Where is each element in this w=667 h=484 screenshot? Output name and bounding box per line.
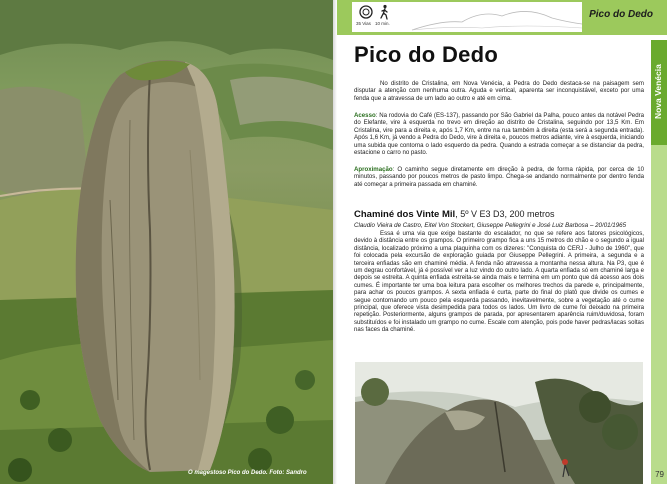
- routes-count-label: 35 Vias: [356, 21, 371, 26]
- approach-label: Aproximação: [354, 166, 393, 173]
- photo-caption: O magestoso Pico do Dedo. Foto: Sandro: [188, 470, 307, 476]
- climbers-photo: [355, 362, 643, 484]
- hiker-icon: [376, 4, 392, 20]
- rope-icon: [358, 4, 374, 20]
- page-title: Pico do Dedo: [354, 42, 499, 67]
- region-tab-label: Nova Venécia: [653, 64, 663, 120]
- section-title: Pico do Dedo: [589, 9, 653, 20]
- approach-time-label: 10 min.: [375, 21, 390, 26]
- side-strip: [651, 145, 667, 484]
- route-description: Essa é uma via que exige bastante do escalador, no que se refere aos fatores psicológicos, devido à distância entre os grampos. O primeiro grampo fica a uns 15 metros do chão e o segundo a igual distância, localizado próximo a uma plaquinha com os dizeres: "Conquista do CERJ - Julho de 1960", que foi colocada pela excursão de exploração guiada por Giuseppe Pellegrini. A primeira, a segunda e a terceira enfiadas são em chaminé média. A fenda não atravessa a montanha nessa altura. Na P3, que é um degrau confortável, já é possível ver a luz vindo do outro lado. A quarta enfiada só em chaminé larga e depois se estreita. A quinta enfiada estreita-se ainda mais e termina em um ponto que dá acesso aos dois cumes. É importante ter uma boa leitura para escolher os melhores trechos da parede e, principalmente, para achar os poucos grampos. A sexta enfiada é curta, parte do final do platô que divide os cumes e segue contornando um pouco pela esquerda passando, inevitavelmente, sobre a vegetação até o cume principal, que oferece vista desimpedida para todos os lados. Um livro de cume foi deixado na primeira repetição. Posteriormente, alguns grampos de parada, por apresentarem aparência ruim/duvidosa, foram substituídos e foi instalado um grampo no cume. Escale com atenção, pois pode haver pedras/lacas soltas nas faces da chaminé.: [354, 230, 644, 334]
- access-paragraph: [354, 112, 644, 156]
- pico-do-dedo-photo: [0, 0, 333, 484]
- access-label: Acesso: [354, 112, 376, 119]
- route-name: Chaminé dos Vinte Mil: [354, 209, 456, 220]
- approach-paragraph: [354, 166, 644, 188]
- right-page: [337, 0, 667, 484]
- page-number: 79: [655, 470, 664, 479]
- intro-paragraph: No distrito de Cristalina, em Nova Venécia, a Pedra do Dedo destaca-se na paisagem sem disputar a atenção com nenhuma outra. Aguda e vertical, aparenta ser inconquistável, exceto por uma fenda que a atravessa de um lado ao outro e até em cima.: [354, 80, 644, 102]
- route-heading: [354, 209, 555, 220]
- route-authors: Claudio Vieira de Castro, Eitel Von Stockert, Giuseppe Pellegrini e José Luiz Barbosa – 20/01/1965: [354, 222, 627, 229]
- route-grade: , 5º V E3 D3, 200 metros: [455, 209, 555, 219]
- approach-text: : O caminho segue diretamente em direção à pedra, de forma rápida, por cerca de 10 minutos, passando por poucos metros de pasto limpo. Chega-se andando normalmente por dentro fenda até começar a primeira passada em chaminé.: [354, 166, 644, 188]
- access-text: : Na rodovia do Café (ES-137), passando por São Gabriel da Palha, pouco antes da notável Pedra do Elefante, vire à esquerda no trevo em direção ao distrito de Cristalina, seguindo por 13,5 Km. Em Cristalina, vire para a direita e, após 1,7 Km, entre na rua também à direita (esta será a segunda entrada). Após 1,6 Km, já vendo a Pedra do Dedo, vire à direita e, poucos metros adiante, vire à esquerda, iniciando uma subida que contorna o lado esquerdo da pedra. Quando a estrada começar a se distanciar da pedra, estacione o carro no pasto.: [354, 112, 644, 157]
